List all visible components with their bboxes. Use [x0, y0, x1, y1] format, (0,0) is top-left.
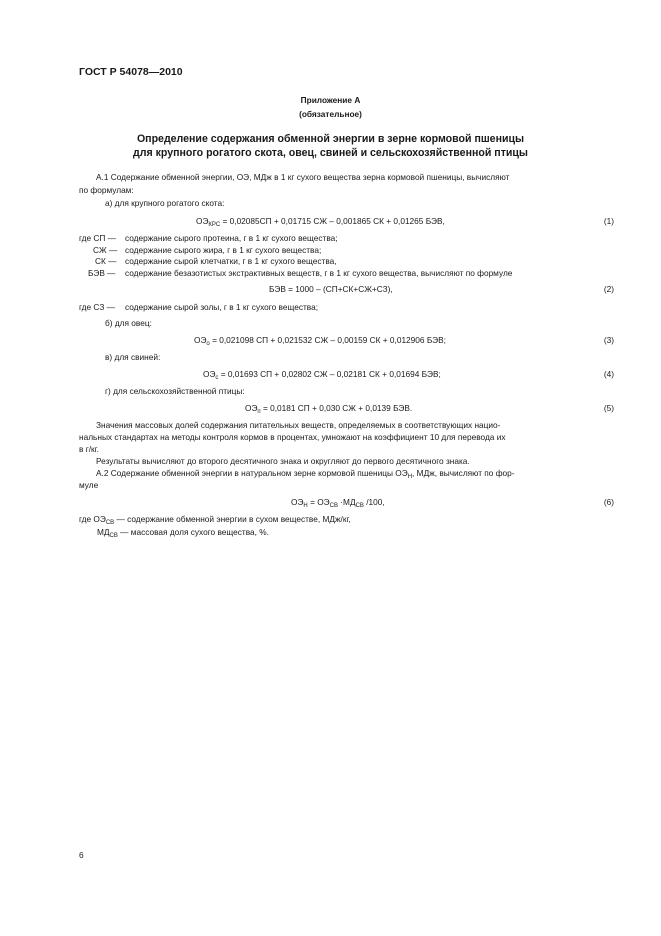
paragraph-values-line-1: Значения массовых долей содержания питательных веществ, определяемых в соответствующих нацио- [96, 420, 501, 430]
paragraph-values-line-2: нальных стандартах на методы контроля кормов в процентах, умножают на коэффициент 10 для перевода их [79, 432, 506, 442]
where-desc-bev: содержание безазотистых экстрактивных веществ, г в 1 кг сухого вещества, вычисляют по формуле [125, 268, 513, 278]
where-desc-sz: содержание сырой золы, г в 1 кг сухого вещества; [125, 302, 318, 312]
formula-5-number: (5) [603, 403, 614, 413]
item-cattle: а) для крупного рогатого скота: [105, 198, 225, 208]
annex-status: (обязательное) [299, 109, 362, 119]
formula-1: $ОЭ_{КРС} = 0,02085СП + 0,01715$ СЖ – 0,001865 СК + 0,01265 БЭВ, [196, 216, 445, 228]
formula-6: $ОЭ_Н = ОЭ_{СВ} \cdot МД_{СВ}$ /100, [291, 497, 385, 509]
formula-6-number: (6) [603, 497, 614, 507]
where-md-sv: $МД_{СВ}$ — массовая доля сухого вещества, %. [97, 527, 269, 539]
standard-number: ГОСТ Р 54078—2010 [79, 66, 183, 78]
paragraph-results: Результаты вычисляют до второго десятичного знака и округляют до первого десятичного знака. [96, 456, 470, 466]
heading-line-1: Определение содержания обменной энергии в зерне кормовой пшеницы [136, 133, 525, 145]
item-sheep: б) для овец: [105, 318, 152, 328]
formula-4: $ОЭ_с = 0,01693$ СП + 0,02802 СЖ – 0,02181 СК + 0,01694 БЭВ; [203, 369, 441, 381]
formula-1-number: (1) [603, 216, 614, 226]
paragraph-a1-line-1: А.1 Содержание обменной энергии, ОЭ, МДж в 1 кг сухого вещества зерна кормовой пшеницы, вычисляют [96, 172, 510, 182]
page-number: 6 [79, 850, 84, 860]
formula-3: $ОЭ_о = 0,021098$ СП + 0,021532 СЖ – 0,00159 СК + 0,012906 БЭВ; [194, 335, 446, 347]
formula-4-number: (4) [603, 369, 614, 379]
item-poultry: г) для сельскохозяйственной птицы: [105, 386, 245, 396]
formula-2-number: (2) [603, 284, 614, 294]
item-pigs: в) для свиней: [105, 352, 161, 362]
annex-title: Приложение А [300, 95, 361, 105]
paragraph-a1-line-2: по формулам: [79, 185, 134, 195]
paragraph-a2-line-2: муле [79, 480, 99, 490]
formula-5: $ОЭ_п = 0,0181$ СП + 0,030 СЖ + 0,0139 БЭВ. [245, 403, 413, 415]
where-desc-sp: содержание сырого протеина, г в 1 кг сухого вещества; [125, 233, 338, 243]
where-desc-szh: содержание сырого жира, г в 1 кг сухого вещества; [125, 245, 322, 255]
where-term-sz: где СЗ — [79, 302, 115, 312]
where-term-szh: СЖ — [93, 245, 118, 255]
where-oe-sv: где $ОЭ_{СВ}$ — содержание обменной энергии в сухом веществе, МДж/кг, [79, 514, 351, 526]
formula-2: БЭВ = 1000 – (СП+СК+СЖ+СЗ), [269, 284, 393, 294]
where-desc-sk: содержание сырой клетчатки, г в 1 кг сухого вещества, [125, 256, 337, 266]
formula-3-number: (3) [603, 335, 614, 345]
heading-line-2: для крупного рогатого скота, овец, свиней и сельскохозяйственной птицы [133, 147, 528, 159]
paragraph-a2-line-1: А.2 Содержание обменной энергии в натуральном зерне кормовой пшеницы $ОЭ_Н$, МДж, вычисляют по фор- [96, 468, 515, 480]
where-term-bev: БЭВ — [88, 268, 116, 278]
where-term-sk: СК — [95, 256, 117, 266]
paragraph-values-line-3: в г/кг. [79, 444, 99, 454]
where-term-sp: где СП — [79, 233, 116, 243]
